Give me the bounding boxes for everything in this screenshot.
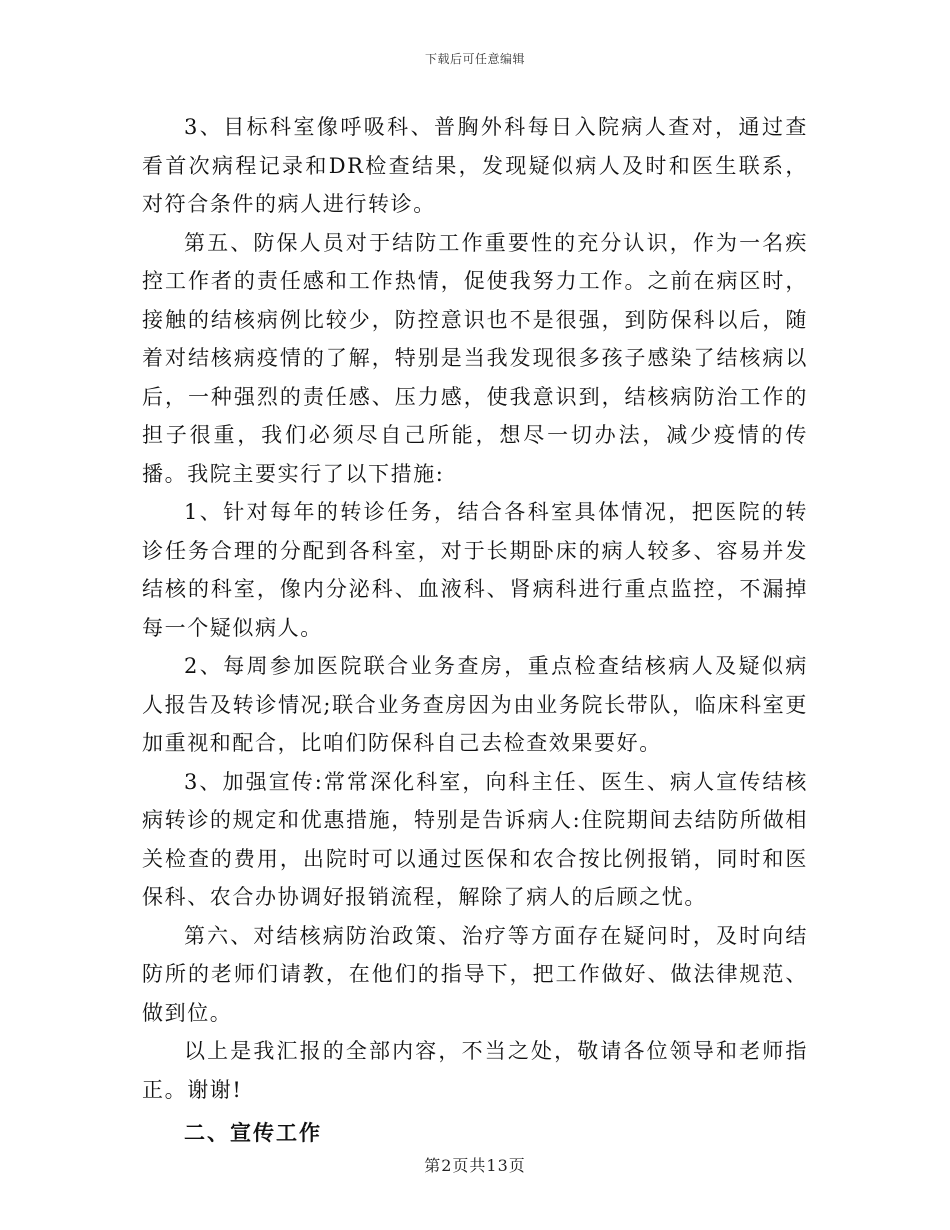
page-footer-number: 第2页共13页 [424,1156,526,1175]
paragraph-7: 以上是我汇报的全部内容，不当之处，敬请各位领导和老师指正。谢谢! [142,1039,808,1102]
document-body [142,108,808,1153]
paragraph-3: 1、针对每年的转诊任务，结合各科室具体情况，把医院的转诊任务合理的分配到各科室，对于长期卧床的病人较多、容易并发结核的科室，像内分泌科、血液科、肾病科进行重点监控，不漏掉每一个疑似病人。 [142,500,808,640]
paragraph-2: 第五、防保人员对于结防工作重要性的充分认识，作为一名疾控工作者的责任感和工作热情，促使我努力工作。之前在病区时，接触的结核病例比较少，防控意识也不是很强，到防保科以后，随着对结核病疫情的了解，特别是当我发现很多孩子感染了结核病以后，一种强烈的责任感、压力感，使我意识到，结核病防治工作的担子很重，我们必须尽自己所能，想尽一切办法，减少疫情的传播。我院主要实行了以下措施: [142,230,808,486]
paragraph-4: 2、每周参加医院联合业务查房，重点检查结核病人及疑似病人报告及转诊情况;联合业务查房因为由业务院长带队，临床科室更加重视和配合，比咱们防保科自己去检查效果要好。 [142,654,808,755]
page-header-note: 下载后可任意编辑 [424,52,525,66]
section-heading: 二、宣传工作 [184,1120,322,1145]
paragraph-5: 3、加强宣传:常常深化科室，向科主任、医生、病人宣传结核病转诊的规定和优惠措施，特别是告诉病人:住院期间去结防所做相关检查的费用，出院时可以通过医保和农合按比例报销，同时和医保科、农合办协调好报销流程，解除了病人的后顾之忧。 [142,769,808,909]
paragraph-6: 第六、对结核病防治政策、治疗等方面存在疑问时，及时向结防所的老师们请教，在他们的指导下，把工作做好、做法律规范、做到位。 [142,923,808,1025]
paragraph-1: 3、目标科室像呼吸科、普胸外科每日入院病人查对，通过查看首次病程记录和DR检查结果，发现疑似病人及时和医生联系，对符合条件的病人进行转诊。 [142,115,808,216]
